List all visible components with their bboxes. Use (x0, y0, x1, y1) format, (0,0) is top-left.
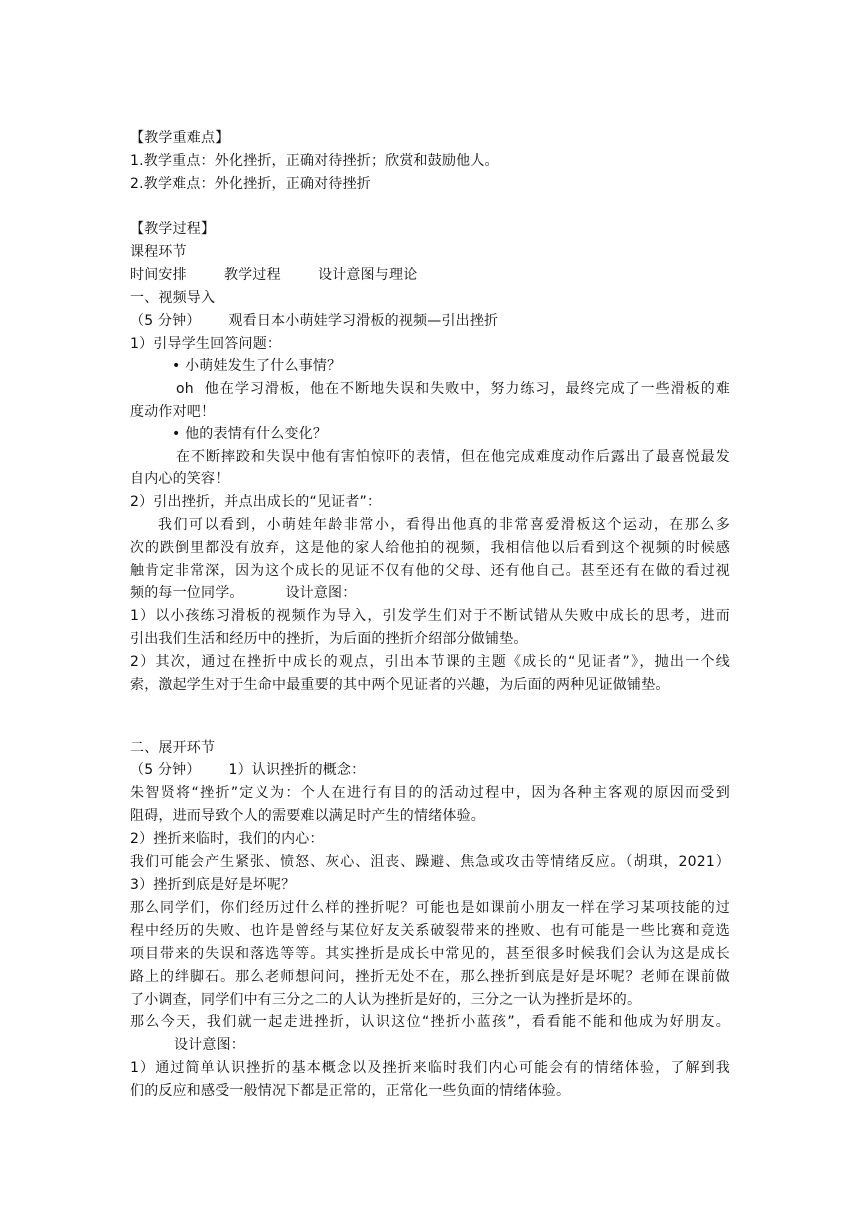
paragraph-line: 了小调查，同学们中有三分之二的人认为挫折是好的，三分之一认为挫折是坏的。 (130, 992, 642, 1008)
point-heading: 2）引出挫折，并点出成长的“见证者”： (130, 494, 382, 510)
answer-line: 在不断摔跤和失误中他有害怕惊吓的表情，但在他完成难度动作后露出了最喜悦最发 (176, 449, 730, 465)
intent-line: 1）以小孩练习滑板的视频作为导入，引发学生们对于不断试错从失败中成长的思考，进而 (130, 608, 730, 624)
point-heading: 3）挫折到底是好是坏呢？ (130, 877, 296, 893)
paragraph-line: 次的跌倒里都没有放弃，这是他的家人给他拍的视频，我相信他以后看到这个视频的时候感 (130, 540, 730, 556)
column-headers: 时间安排 教学过程 设计意图与理论 (130, 267, 418, 283)
key-point-line: 1.教学重点：外化挫折，正确对待挫折；欣赏和鼓励他人。 (130, 153, 499, 169)
definition-line: 阻碍，进而导致个人的需要难以满足时产生的情绪体验。 (130, 808, 485, 824)
paragraph-line: 那么今天，我们就一起走进挫折，认识这位“挫折小蓝孩”，看看能不能和他成为好朋友。 (130, 1014, 730, 1030)
paragraph-line: 触肯定非常深，因为这个成长的见证不仅有他的父母、还有他自己。甚至还有在做的看过视 (130, 563, 730, 579)
key-points-heading: 【教学重难点】 (130, 130, 230, 146)
process-heading: 【教学过程】 (130, 221, 216, 237)
bullet-question: • 他的表情有什么变化？ (172, 426, 328, 442)
intent-line: 们的反应和感受一般情况下都是正常的，正常化一些负面的情绪体验。 (130, 1083, 571, 1099)
paragraph-line: 项目带来的失误和落选等等。其实挫折是成长中常见的，甚至很多时候我们会认为这是成长 (130, 946, 730, 962)
answer-line: oh 他在学习滑板，他在不断地失误和失败中，努力练习，最终完成了一些滑板的难 (176, 381, 730, 397)
paragraph-line: 频的每一位同学。 设计意图： (130, 585, 357, 601)
paragraph-line: 那么同学们，你们经历过什么样的挫折呢？可能也是如课前小朋友一样在学习某项技能的过 (130, 900, 730, 916)
bullet-question: • 小萌娃发生了什么事情？ (172, 358, 342, 374)
course-label: 课程环节 (130, 244, 187, 260)
part2-time-line: （5 分钟） 1）认识挫折的概念： (130, 762, 366, 778)
intent-line: 2）其次，通过在挫折中成长的观点，引出本节课的主题《成长的“见证者”》，抛出一个线 (130, 654, 730, 670)
intent-line: 引出我们生活和经历中的挫折，为后面的挫折介绍部分做铺垫。 (130, 631, 528, 647)
answer-line: 度动作对吧！ (130, 404, 216, 420)
intent-line: 1）通过简单认识挫折的基本概念以及挫折来临时我们内心可能会有的情绪体验，了解到我 (130, 1060, 730, 1076)
point-heading: 2）挫折来临时，我们的内心： (130, 831, 324, 847)
part1-time-line: （5 分钟） 观看日本小萌娃学习滑板的视频—引出挫折 (130, 313, 499, 329)
reaction-line: 我们可能会产生紧张、愤怒、灰心、沮丧、躁避、焦急或攻击等情绪反应。（胡琪，2021） (130, 854, 730, 870)
intent-label: 设计意图： (174, 1037, 245, 1053)
difficulty-line: 2.教学难点：外化挫折，正确对待挫折 (130, 176, 371, 192)
definition-line: 朱智贤将“挫折”定义为：个人在进行有目的的活动过程中，因为各种主客观的原因而受到 (130, 785, 730, 801)
paragraph-line: 路上的绊脚石。那么老师想问问，挫折无处不在，那么挫折到底是好是坏呢？老师在课前做 (130, 969, 730, 985)
question-intro: 1）引导学生回答问题： (130, 336, 282, 352)
part2-title: 二、展开环节 (130, 740, 216, 756)
paragraph-line: 我们可以看到，小萌娃年龄非常小，看得出他真的非常喜爱滑板这个运动，在那么多 (158, 517, 730, 533)
answer-line: 自内心的笑容！ (130, 471, 230, 487)
intent-line: 索，激起学生对于生命中最重要的其中两个见证者的兴趣，为后面的两种见证做铺垫。 (130, 677, 670, 693)
part1-title: 一、视频导入 (130, 290, 216, 306)
paragraph-line: 程中经历的失败、也许是曾经与某位好友关系破裂带来的挫败、也有可能是一些比赛和竞选 (130, 923, 730, 939)
